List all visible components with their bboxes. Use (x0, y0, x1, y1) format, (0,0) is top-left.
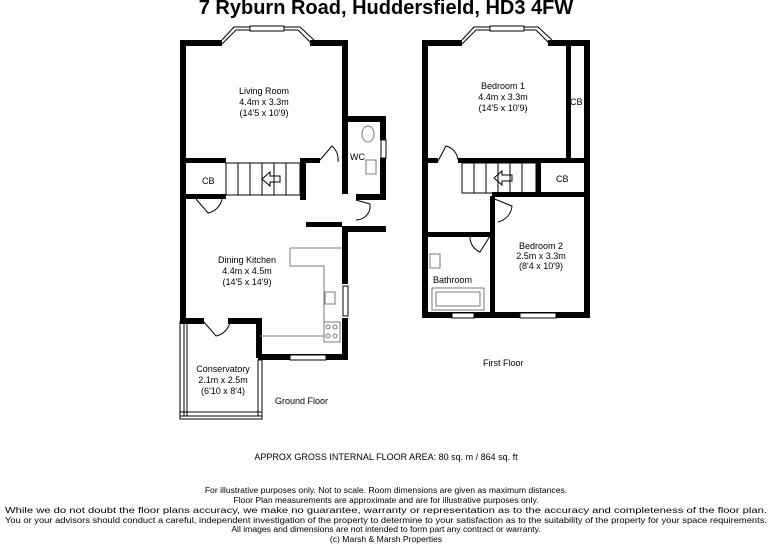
stairs-arrow-icon (494, 171, 512, 185)
dining-kitchen-imperial: (14'5 x 14'9) (222, 277, 272, 287)
bedroom2-name: Bedroom 2 (518, 241, 564, 251)
conservatory-imperial: (6'10 x 8'4) (201, 386, 245, 396)
disclaimer (5, 485, 767, 544)
bedroom1-metric: 4.4m x 3.3m (478, 92, 528, 102)
disclaimer-line: You or your advisors should conduct a careful, independent investigation of the property to determine to your satisfaction as to the suitability of the property for your space requirements. (5, 515, 768, 525)
page-title: 7 Ryburn Road, Huddersfield, HD3 4FW (198, 0, 574, 19)
bedroom1-imperial: (14'5 x 10'9) (478, 103, 528, 113)
disclaimer-line: Floor Plan measurements are approximate and are for illustrative purposes only. (233, 495, 539, 505)
disclaimer-line: For illustrative purposes only. Not to scale. Room dimensions are given as maximum distances. (204, 485, 568, 495)
first-floor-label: First Floor (483, 358, 524, 368)
living-room-metric: 4.4m x 3.3m (239, 97, 289, 107)
cb-label: CB (202, 176, 215, 186)
dining-kitchen-metric: 4.4m x 4.5m (222, 266, 272, 276)
bathroom-label: Bathroom (433, 275, 473, 285)
area-text: APPROX GROSS INTERNAL FLOOR AREA: 80 sq. m / 864 sq. ft (254, 452, 518, 462)
cb-right-label: CB (570, 97, 583, 107)
bedroom2-imperial: (8'4 x 10'9) (519, 261, 563, 271)
disclaimer-line: (c) Marsh & Marsh Properties (329, 534, 443, 544)
ground-floor-label: Ground Floor (275, 396, 329, 406)
disclaimer-line: All images and dimensions are not intended to form part any contract or warranty. (231, 524, 541, 534)
wc-label: WC (350, 152, 365, 162)
living-room-name: Living Room (238, 86, 290, 96)
bedroom2-metric: 2.5m x 3.3m (516, 251, 566, 261)
disclaimer-line: While we do not doubt the floor plans accuracy, we make no guarantee, warranty or representation as to the accuracy and completeness of the floor plan. (5, 505, 767, 515)
cb-landing-label: CB (556, 174, 569, 184)
ground-floor-plan (180, 26, 386, 419)
conservatory-metric: 2.1m x 2.5m (198, 375, 248, 385)
living-room-imperial: (14'5 x 10'9) (239, 108, 289, 118)
stairs-arrow-icon (262, 172, 280, 186)
dining-kitchen-name: Dining Kitchen (217, 255, 277, 265)
conservatory-name: Conservatory (196, 364, 250, 374)
bedroom1-name: Bedroom 1 (480, 81, 526, 91)
